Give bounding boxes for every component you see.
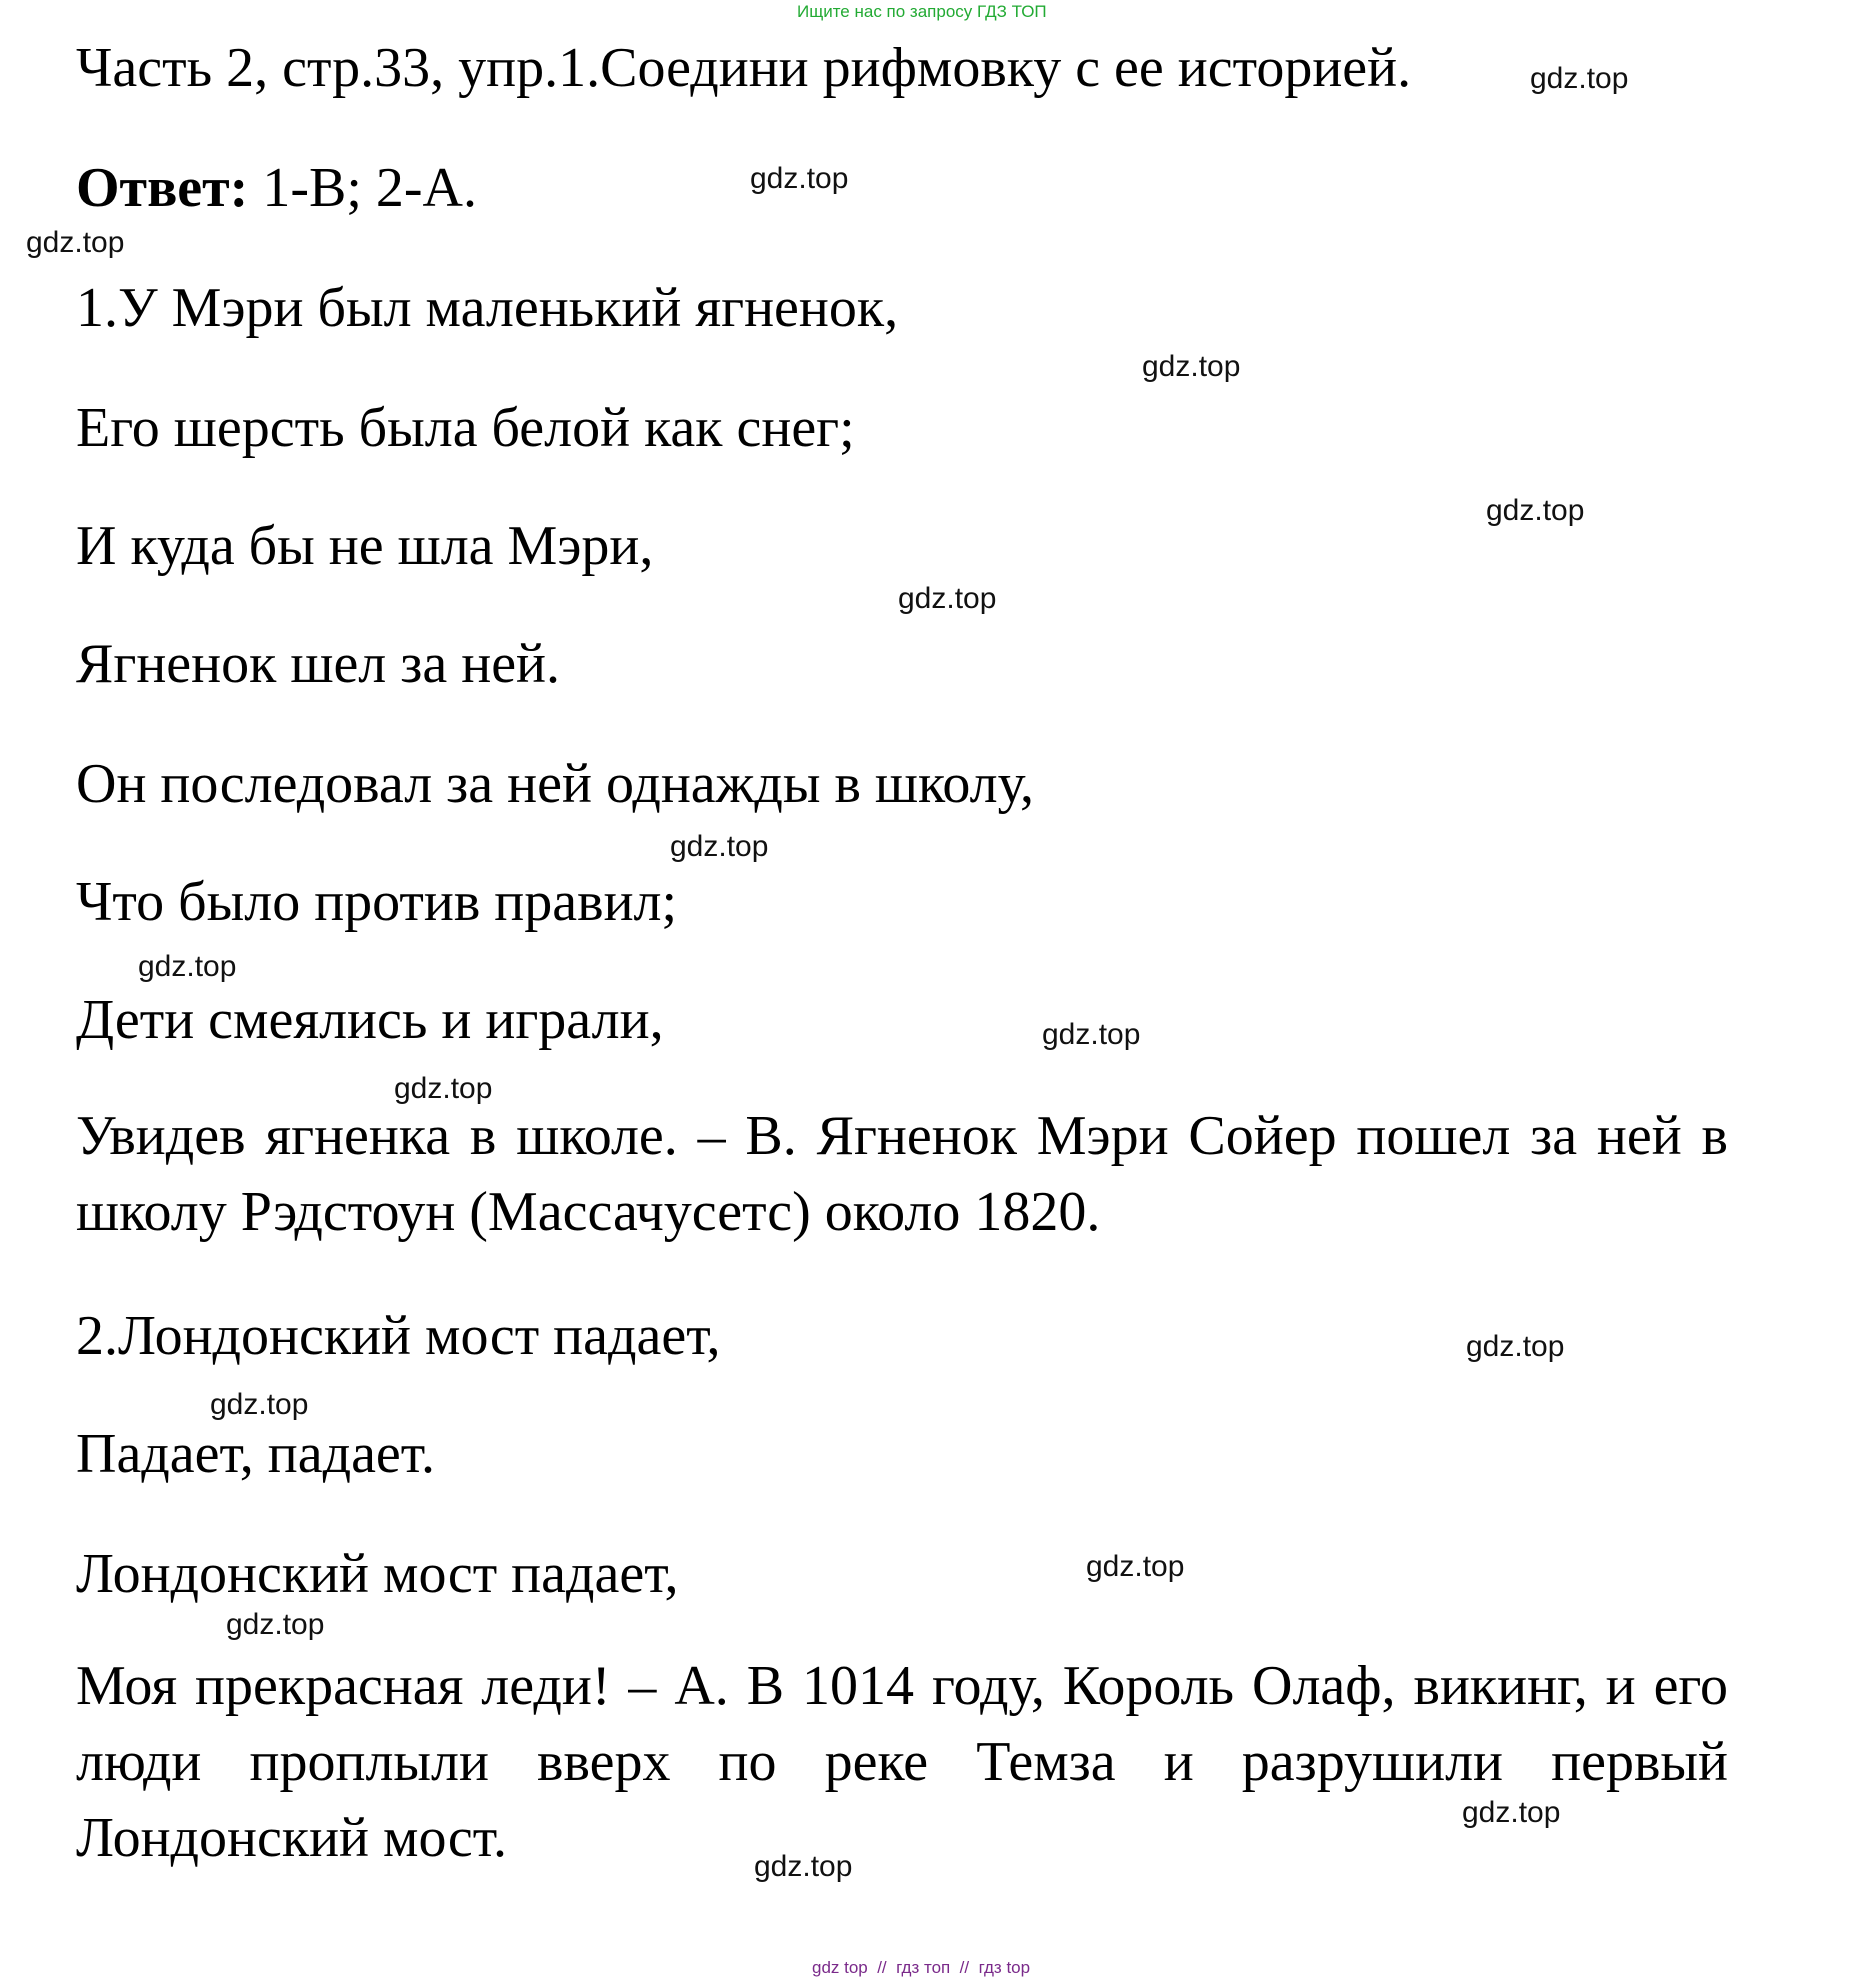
watermark: gdz.top xyxy=(210,1388,309,1421)
watermark: gdz.top xyxy=(750,162,849,195)
watermark: gdz.top xyxy=(670,830,769,863)
watermark: gdz.top xyxy=(394,1072,493,1105)
rhyme1-history: Увидев ягненка в школе. – В. Ягненок Мэри Сойер пошел за ней в школу Рэдстоун (Массачусетс) около 1820. xyxy=(76,1105,1728,1243)
rhyme2-history: Моя прекрасная леди! – А. В 1014 году, Король Олаф, викинг, и его люди проплыли вверх по реке Темза и разрушили первый Лондонский мост. xyxy=(76,1655,1728,1869)
rhyme2-line: Падает, падает. xyxy=(76,1423,436,1485)
watermark: gdz.top xyxy=(138,950,237,983)
watermark: gdz.top xyxy=(1042,1018,1141,1051)
watermark: gdz.top xyxy=(898,582,997,615)
answer-line xyxy=(76,157,477,219)
watermark: gdz.top xyxy=(1142,350,1241,383)
rhyme1-line: Его шерсть была белой как снег; xyxy=(76,397,855,459)
watermark: gdz.top xyxy=(1462,1796,1561,1829)
watermark: gdz.top xyxy=(1466,1330,1565,1363)
rhyme1-line: Что было против правил; xyxy=(76,871,678,933)
watermark: gdz.top xyxy=(1086,1550,1185,1583)
rhyme2-line: Лондонский мост падает, xyxy=(76,1543,679,1605)
rhyme1-line: 1.У Мэри был маленький ягненок, xyxy=(76,277,899,339)
rhyme2-line: 2.Лондонский мост падает, xyxy=(76,1305,721,1367)
watermark: gdz.top xyxy=(754,1850,853,1883)
site-footer: gdz top // гдз топ // гдз top xyxy=(812,1958,1031,1977)
watermark: gdz.top xyxy=(226,1608,325,1641)
page-title: Часть 2, стр.33, упр.1.Соедини рифмовку с ее историей. xyxy=(76,37,1412,99)
rhyme1-line: Дети смеялись и играли, xyxy=(76,989,664,1051)
site-banner: Ищите нас по запросу ГДЗ ТОП xyxy=(797,2,1047,21)
rhyme1-line: Он последовал за ней однажды в школу, xyxy=(76,753,1034,815)
watermark: gdz.top xyxy=(1486,494,1585,527)
watermark: gdz.top xyxy=(1530,62,1629,95)
rhyme1-line: И куда бы не шла Мэри, xyxy=(76,515,654,577)
answer-text: 1-В; 2-А. xyxy=(248,157,477,219)
watermark: gdz.top xyxy=(26,226,125,259)
rhyme1-line: Ягненок шел за ней. xyxy=(76,633,561,695)
answer-label: Ответ: xyxy=(76,157,249,219)
